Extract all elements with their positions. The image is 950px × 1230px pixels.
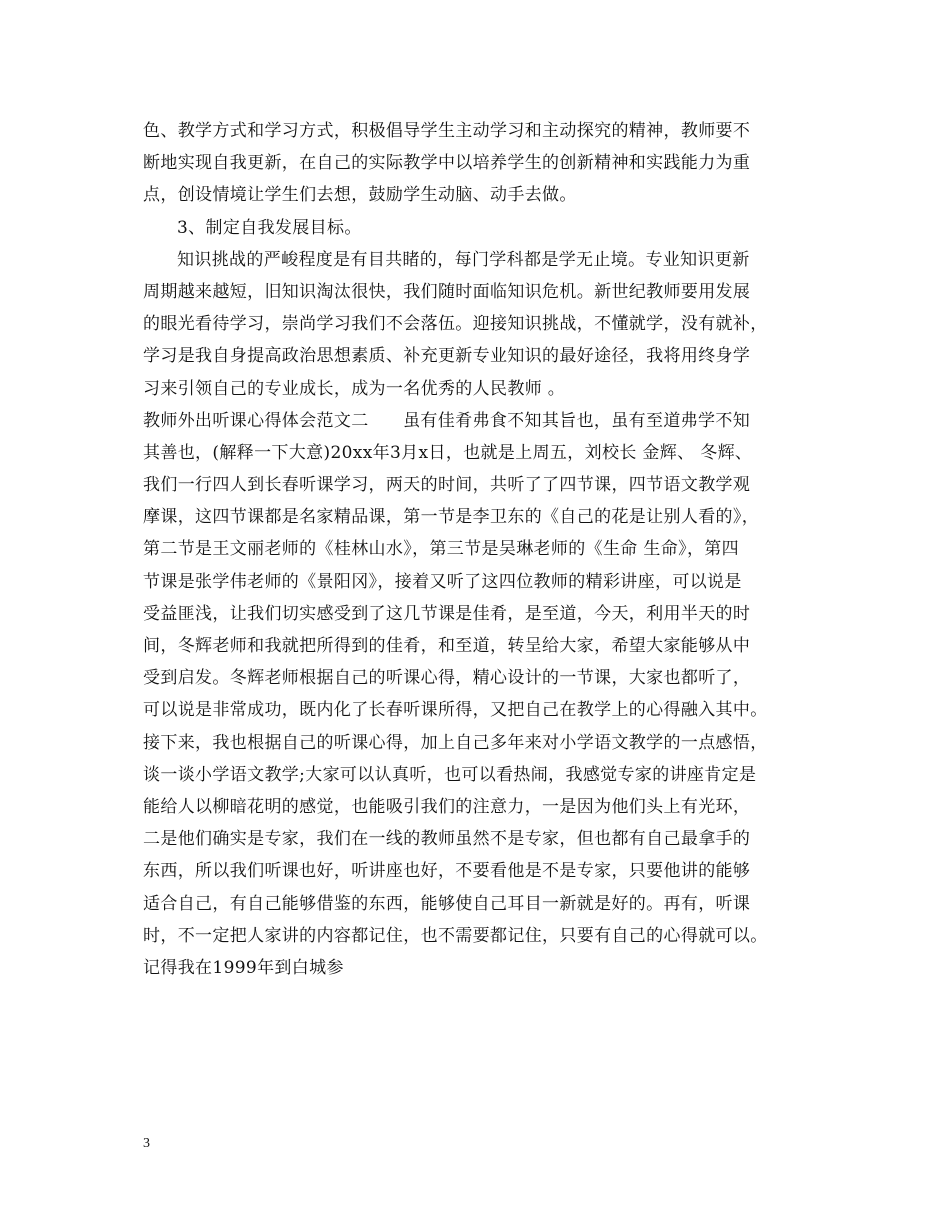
text-line: 周期越来越短，旧知识淘汰很快，我们随时面临知识危机。新世纪教师要用发展 — [143, 281, 751, 302]
text-line: 二是他们确实是专家，我们在一线的教师虽然不是专家，但也都有自己最拿手的 — [143, 829, 751, 850]
text-line: 习来引领自己的专业成长，成为一名优秀的人民教师 。 — [143, 378, 566, 399]
text-line: 接下来，我也根据自己的听课心得，加上自己多年来对小学语文教学的一点感悟， — [143, 732, 768, 753]
page-number: 3 — [143, 1136, 150, 1151]
text-line: 谈一谈小学语文教学;大家可以认真听，也可以看热闹，我感觉专家的讲座肯定是 — [143, 764, 757, 785]
text-line: 东西，所以我们听课也好，听讲座也好，不要看他是不是专家，只要他讲的能够 — [143, 861, 751, 882]
text-line: 时，不一定把人家讲的内容都记住，也不需要都记住，只要有自己的心得就可以。 — [143, 925, 768, 946]
text-line: 间，冬辉老师和我就把所得到的佳肴，和至道，转呈给大家，希望大家能够从中 — [143, 636, 751, 656]
text-line: 能给人以柳暗花明的感觉，也能吸引我们的注意力，一是因为他们头上有光环， — [143, 796, 751, 817]
text-line: 学习是我自身提高政治思想素质、补充更新专业知识的最好途径，我将用终身学 — [143, 346, 751, 367]
text-line: 色、教学方式和学习方式，积极倡导学生主动学习和主动探究的精神，教师要不 — [143, 121, 751, 141]
text-line: 其善也，(解释一下大意)20xx年3月x日，也就是上周五，刘校长 金辉、 冬辉、 — [143, 442, 753, 463]
text-line: 点，创设情境让学生们去想，鼓励学生动脑、动手去做。 — [143, 185, 577, 206]
text-line: 第二节是王文丽老师的《桂林山水》，第三节是吴琳老师的《生命 生命》，第四 — [143, 539, 740, 560]
paragraph-start: 知识挑战的严峻程度是有目共睹的，每门学科都是学无止境。专业知识更新 — [177, 249, 750, 270]
text-line: 摩课，这四节课都是名家精品课，第一节是李卫东的《自己的花是让别人看的》， — [143, 507, 760, 528]
section-heading: 3、制定自我发展目标。 — [177, 217, 362, 238]
text-line: 适合自己，有自己能够借鉴的东西，能够使自己耳目一新就是好的。再有，听课 — [143, 893, 751, 914]
text-line: 节课是张学伟老师的《景阳冈》，接着又听了这四位教师的精彩讲座，可以说是 — [143, 571, 742, 592]
text-line: 断地实现自我更新，在自己的实际教学中以培养学生的创新精神和实践能力为重 — [143, 153, 751, 174]
text-line: 受到启发。冬辉老师根据自己的听课心得，精心设计的一节课，大家也都听了， — [143, 668, 751, 689]
article-title-line: 教师外出听课心得体会范文二 虽有佳肴弗食不知其旨也，虽有至道弗学不知 — [143, 410, 751, 431]
text-line: 记得我在1999年到白城参 — [143, 957, 344, 978]
text-line: 的眼光看待学习，崇尚学习我们不会落伍。迎接知识挑战，不懂就学，没有就补， — [143, 314, 768, 335]
body-text — [143, 115, 823, 984]
text-line: 受益匪浅，让我们切实感受到了这几节课是佳肴，是至道，今天，利用半天的时 — [143, 603, 751, 624]
text-line: 我们一行四人到长春听课学习，两天的时间，共听了了四节课，四节语文教学观 — [143, 475, 751, 496]
text-line: 可以说是非常成功，既内化了长春听课所得，又把自己在教学上的心得融入其中。 — [143, 700, 768, 721]
